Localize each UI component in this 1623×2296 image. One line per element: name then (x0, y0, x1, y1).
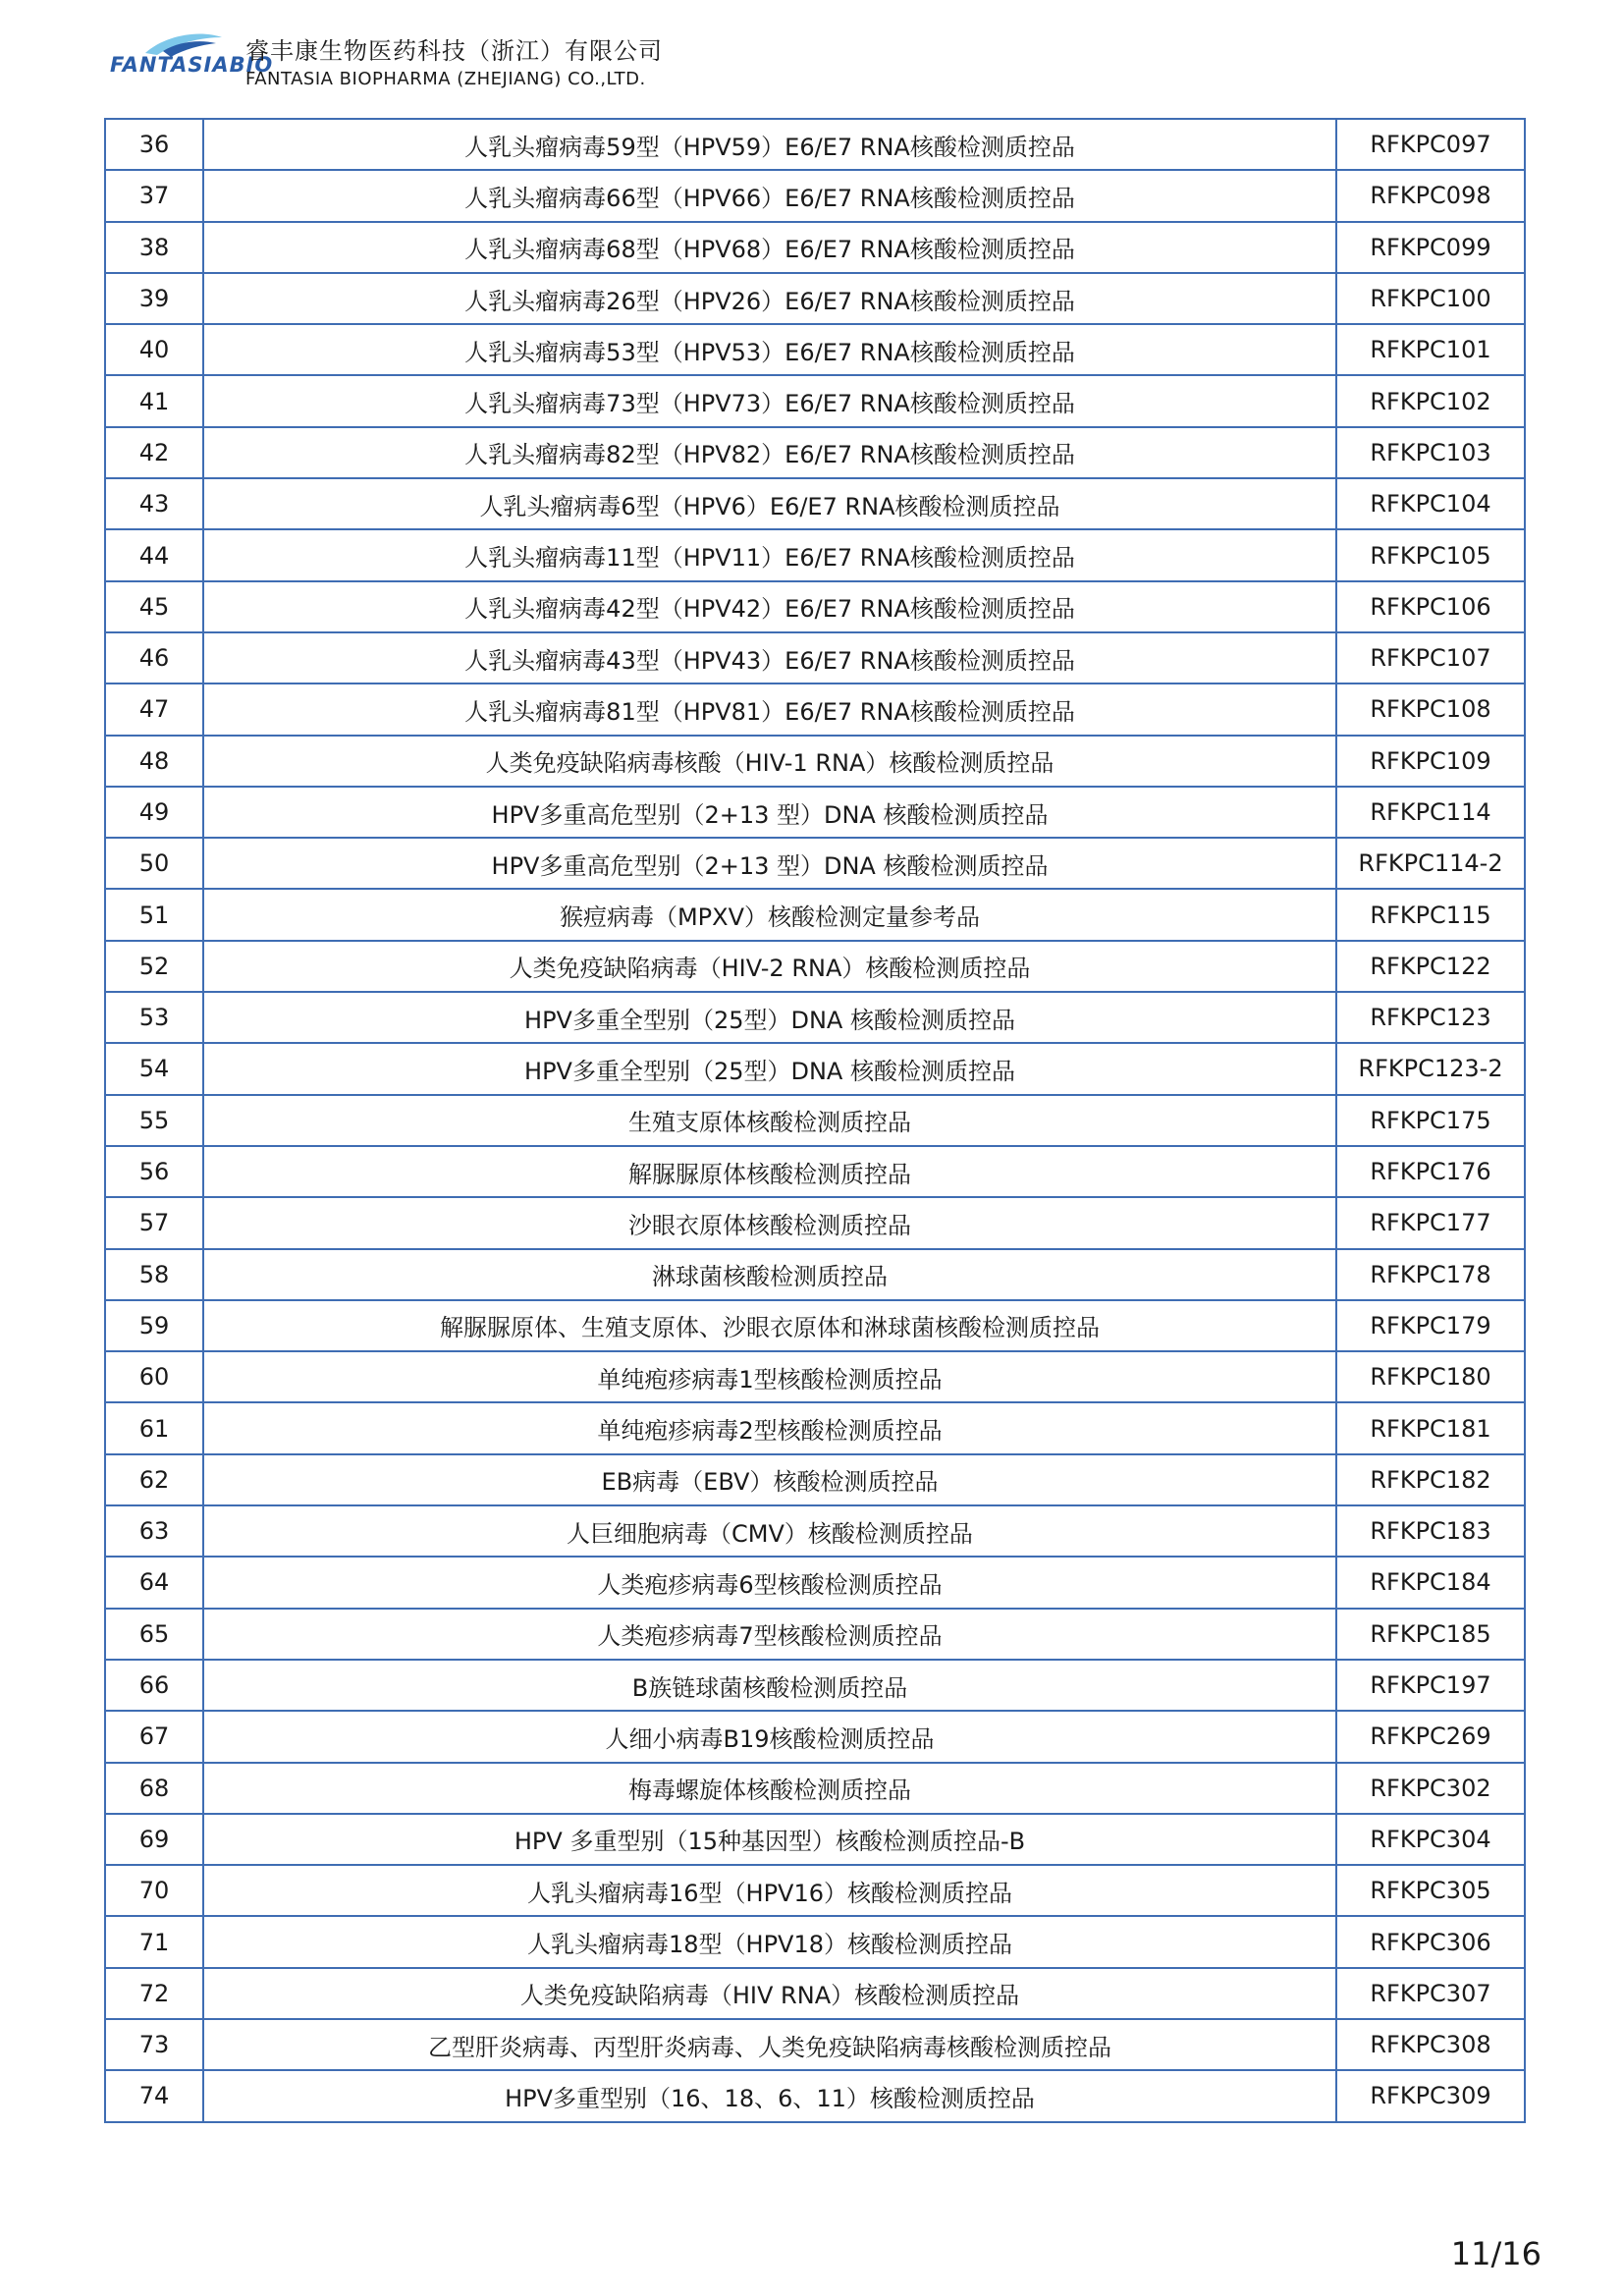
row-number-cell: 68 (105, 1763, 203, 1814)
product-code-cell: RFKPC306 (1336, 1916, 1525, 1967)
table-row (105, 1711, 1525, 1762)
product-code-cell: RFKPC100 (1336, 273, 1525, 324)
table-row (105, 1300, 1525, 1351)
table-row (105, 1249, 1525, 1300)
row-number-cell: 74 (105, 2070, 203, 2121)
table-row (105, 838, 1525, 889)
product-code-cell: RFKPC179 (1336, 1300, 1525, 1351)
product-code-cell: RFKPC108 (1336, 683, 1525, 735)
page-header (106, 27, 990, 98)
table-row (105, 324, 1525, 375)
row-number-cell: 66 (105, 1660, 203, 1711)
table-row (105, 683, 1525, 735)
product-code-cell: RFKPC178 (1336, 1249, 1525, 1300)
product-table-body (105, 119, 1525, 2122)
product-code-cell: RFKPC177 (1336, 1197, 1525, 1248)
row-number-cell: 41 (105, 375, 203, 426)
row-number-cell: 71 (105, 1916, 203, 1967)
row-number-cell: 54 (105, 1043, 203, 1094)
table-row (105, 1865, 1525, 1916)
row-number-cell: 65 (105, 1609, 203, 1660)
product-code-cell: RFKPC097 (1336, 119, 1525, 170)
product-name-cell: 人巨细胞病毒（CMV）核酸检测质控品 (203, 1505, 1336, 1557)
product-code-cell: RFKPC309 (1336, 2070, 1525, 2121)
table-row (105, 787, 1525, 838)
company-logo (106, 31, 274, 90)
table-row (105, 170, 1525, 221)
row-number-cell: 64 (105, 1557, 203, 1608)
row-number-cell: 73 (105, 2019, 203, 2070)
row-number-cell: 58 (105, 1249, 203, 1300)
table-row (105, 1454, 1525, 1505)
row-number-cell: 36 (105, 119, 203, 170)
table-row (105, 1095, 1525, 1146)
product-code-cell: RFKPC304 (1336, 1814, 1525, 1865)
row-number-cell: 45 (105, 581, 203, 632)
table-row (105, 119, 1525, 170)
product-name-cell: HPV多重高危型别（2+13 型）DNA 核酸检测质控品 (203, 838, 1336, 889)
product-code-cell: RFKPC182 (1336, 1454, 1525, 1505)
row-number-cell: 51 (105, 889, 203, 940)
product-name-cell: 人乳头瘤病毒59型（HPV59）E6/E7 RNA核酸检测质控品 (203, 119, 1336, 170)
product-table (104, 118, 1526, 2123)
table-row (105, 2070, 1525, 2121)
product-name-cell: 生殖支原体核酸检测质控品 (203, 1095, 1336, 1146)
product-name-cell: 人乳头瘤病毒11型（HPV11）E6/E7 RNA核酸检测质控品 (203, 529, 1336, 580)
product-code-cell: RFKPC104 (1336, 478, 1525, 529)
table-row (105, 1968, 1525, 2019)
table-row (105, 427, 1525, 478)
row-number-cell: 44 (105, 529, 203, 580)
row-number-cell: 50 (105, 838, 203, 889)
table-row (105, 889, 1525, 940)
table-row (105, 1557, 1525, 1608)
row-number-cell: 38 (105, 222, 203, 273)
row-number-cell: 69 (105, 1814, 203, 1865)
product-code-cell: RFKPC123 (1336, 992, 1525, 1043)
product-code-cell: RFKPC183 (1336, 1505, 1525, 1557)
row-number-cell: 67 (105, 1711, 203, 1762)
row-number-cell: 52 (105, 941, 203, 992)
row-number-cell: 61 (105, 1402, 203, 1453)
row-number-cell: 43 (105, 478, 203, 529)
product-code-cell: RFKPC122 (1336, 941, 1525, 992)
product-name-cell: 人类免疫缺陷病毒（HIV RNA）核酸检测质控品 (203, 1968, 1336, 2019)
product-code-cell: RFKPC106 (1336, 581, 1525, 632)
product-code-cell: RFKPC107 (1336, 632, 1525, 683)
product-code-cell: RFKPC109 (1336, 736, 1525, 787)
table-row (105, 632, 1525, 683)
product-name-cell: 人乳头瘤病毒68型（HPV68）E6/E7 RNA核酸检测质控品 (203, 222, 1336, 273)
product-code-cell: RFKPC180 (1336, 1351, 1525, 1402)
table-row (105, 529, 1525, 580)
product-code-cell: RFKPC302 (1336, 1763, 1525, 1814)
row-number-cell: 49 (105, 787, 203, 838)
table-row (105, 478, 1525, 529)
row-number-cell: 60 (105, 1351, 203, 1402)
product-code-cell: RFKPC184 (1336, 1557, 1525, 1608)
product-name-cell: 人乳头瘤病毒53型（HPV53）E6/E7 RNA核酸检测质控品 (203, 324, 1336, 375)
product-name-cell: 沙眼衣原体核酸检测质控品 (203, 1197, 1336, 1248)
row-number-cell: 62 (105, 1454, 203, 1505)
row-number-cell: 48 (105, 736, 203, 787)
product-name-cell: 人乳头瘤病毒16型（HPV16）核酸检测质控品 (203, 1865, 1336, 1916)
row-number-cell: 37 (105, 170, 203, 221)
row-number-cell: 70 (105, 1865, 203, 1916)
table-row (105, 941, 1525, 992)
product-code-cell: RFKPC123-2 (1336, 1043, 1525, 1094)
table-row (105, 273, 1525, 324)
product-name-cell: 人细小病毒B19核酸检测质控品 (203, 1711, 1336, 1762)
product-code-cell: RFKPC099 (1336, 222, 1525, 273)
row-number-cell: 57 (105, 1197, 203, 1248)
table-row (105, 1609, 1525, 1660)
product-code-cell: RFKPC185 (1336, 1609, 1525, 1660)
product-code-cell: RFKPC175 (1336, 1095, 1525, 1146)
product-code-cell: RFKPC105 (1336, 529, 1525, 580)
product-name-cell: EB病毒（EBV）核酸检测质控品 (203, 1454, 1336, 1505)
table-row (105, 736, 1525, 787)
product-name-cell: 人类免疫缺陷病毒核酸（HIV-1 RNA）核酸检测质控品 (203, 736, 1336, 787)
product-code-cell: RFKPC181 (1336, 1402, 1525, 1453)
row-number-cell: 39 (105, 273, 203, 324)
product-name-cell: 人类疱疹病毒7型核酸检测质控品 (203, 1609, 1336, 1660)
row-number-cell: 56 (105, 1146, 203, 1197)
row-number-cell: 42 (105, 427, 203, 478)
product-name-cell: HPV多重高危型别（2+13 型）DNA 核酸检测质控品 (203, 787, 1336, 838)
product-code-cell: RFKPC269 (1336, 1711, 1525, 1762)
product-name-cell: 人乳头瘤病毒73型（HPV73）E6/E7 RNA核酸检测质控品 (203, 375, 1336, 426)
row-number-cell: 53 (105, 992, 203, 1043)
row-number-cell: 55 (105, 1095, 203, 1146)
product-name-cell: HPV 多重型别（15种基因型）核酸检测质控品-B (203, 1814, 1336, 1865)
product-code-cell: RFKPC103 (1336, 427, 1525, 478)
product-name-cell: 猴痘病毒（MPXV）核酸检测定量参考品 (203, 889, 1336, 940)
table-row (105, 1814, 1525, 1865)
product-name-cell: 人乳头瘤病毒82型（HPV82）E6/E7 RNA核酸检测质控品 (203, 427, 1336, 478)
table-row (105, 1146, 1525, 1197)
product-code-cell: RFKPC098 (1336, 170, 1525, 221)
product-name-cell: 人乳头瘤病毒26型（HPV26）E6/E7 RNA核酸检测质控品 (203, 273, 1336, 324)
product-name-cell: B族链球菌核酸检测质控品 (203, 1660, 1336, 1711)
product-name-cell: 解脲脲原体核酸检测质控品 (203, 1146, 1336, 1197)
product-name-cell: 梅毒螺旋体核酸检测质控品 (203, 1763, 1336, 1814)
table-row (105, 375, 1525, 426)
product-name-cell: 人乳头瘤病毒6型（HPV6）E6/E7 RNA核酸检测质控品 (203, 478, 1336, 529)
product-name-cell: 乙型肝炎病毒、丙型肝炎病毒、人类免疫缺陷病毒核酸检测质控品 (203, 2019, 1336, 2070)
product-name-cell: 单纯疱疹病毒2型核酸检测质控品 (203, 1402, 1336, 1453)
row-number-cell: 40 (105, 324, 203, 375)
row-number-cell: 59 (105, 1300, 203, 1351)
product-name-cell: 人乳头瘤病毒66型（HPV66）E6/E7 RNA核酸检测质控品 (203, 170, 1336, 221)
table-row (105, 1402, 1525, 1453)
table-row (105, 1505, 1525, 1557)
table-row (105, 992, 1525, 1043)
table-row (105, 1351, 1525, 1402)
product-code-cell: RFKPC115 (1336, 889, 1525, 940)
product-name-cell: HPV多重型别（16、18、6、11）核酸检测质控品 (203, 2070, 1336, 2121)
row-number-cell: 63 (105, 1505, 203, 1557)
company-name-cn: 睿丰康生物医药科技（浙江）有限公司 (245, 37, 663, 65)
row-number-cell: 47 (105, 683, 203, 735)
product-name-cell: 人类疱疹病毒6型核酸检测质控品 (203, 1557, 1336, 1608)
product-code-cell: RFKPC307 (1336, 1968, 1525, 2019)
product-name-cell: 解脲脲原体、生殖支原体、沙眼衣原体和淋球菌核酸检测质控品 (203, 1300, 1336, 1351)
row-number-cell: 46 (105, 632, 203, 683)
product-code-cell: RFKPC308 (1336, 2019, 1525, 2070)
product-name-cell: 人乳头瘤病毒18型（HPV18）核酸检测质控品 (203, 1916, 1336, 1967)
product-code-cell: RFKPC197 (1336, 1660, 1525, 1711)
table-row (105, 1197, 1525, 1248)
product-name-cell: HPV多重全型别（25型）DNA 核酸检测质控品 (203, 1043, 1336, 1094)
product-name-cell: 淋球菌核酸检测质控品 (203, 1249, 1336, 1300)
product-code-cell: RFKPC114-2 (1336, 838, 1525, 889)
company-name-en: FANTASIA BIOPHARMA (ZHEJIANG) CO.,LTD. (245, 69, 646, 89)
table-row (105, 2019, 1525, 2070)
product-name-cell: 单纯疱疹病毒1型核酸检测质控品 (203, 1351, 1336, 1402)
product-code-cell: RFKPC101 (1336, 324, 1525, 375)
product-name-cell: 人类免疫缺陷病毒（HIV-2 RNA）核酸检测质控品 (203, 941, 1336, 992)
table-row (105, 1916, 1525, 1967)
table-row (105, 1660, 1525, 1711)
product-code-cell: RFKPC114 (1336, 787, 1525, 838)
logo-wordmark: FANTASIABIO (110, 53, 274, 77)
product-code-cell: RFKPC176 (1336, 1146, 1525, 1197)
table-row (105, 1043, 1525, 1094)
row-number-cell: 72 (105, 1968, 203, 2019)
product-name-cell: 人乳头瘤病毒81型（HPV81）E6/E7 RNA核酸检测质控品 (203, 683, 1336, 735)
product-name-cell: 人乳头瘤病毒42型（HPV42）E6/E7 RNA核酸检测质控品 (203, 581, 1336, 632)
product-code-cell: RFKPC305 (1336, 1865, 1525, 1916)
table-row (105, 222, 1525, 273)
product-code-cell: RFKPC102 (1336, 375, 1525, 426)
table-row (105, 1763, 1525, 1814)
product-name-cell: 人乳头瘤病毒43型（HPV43）E6/E7 RNA核酸检测质控品 (203, 632, 1336, 683)
page-number: 11/16 (1450, 2235, 1542, 2272)
table-row (105, 581, 1525, 632)
product-name-cell: HPV多重全型别（25型）DNA 核酸检测质控品 (203, 992, 1336, 1043)
